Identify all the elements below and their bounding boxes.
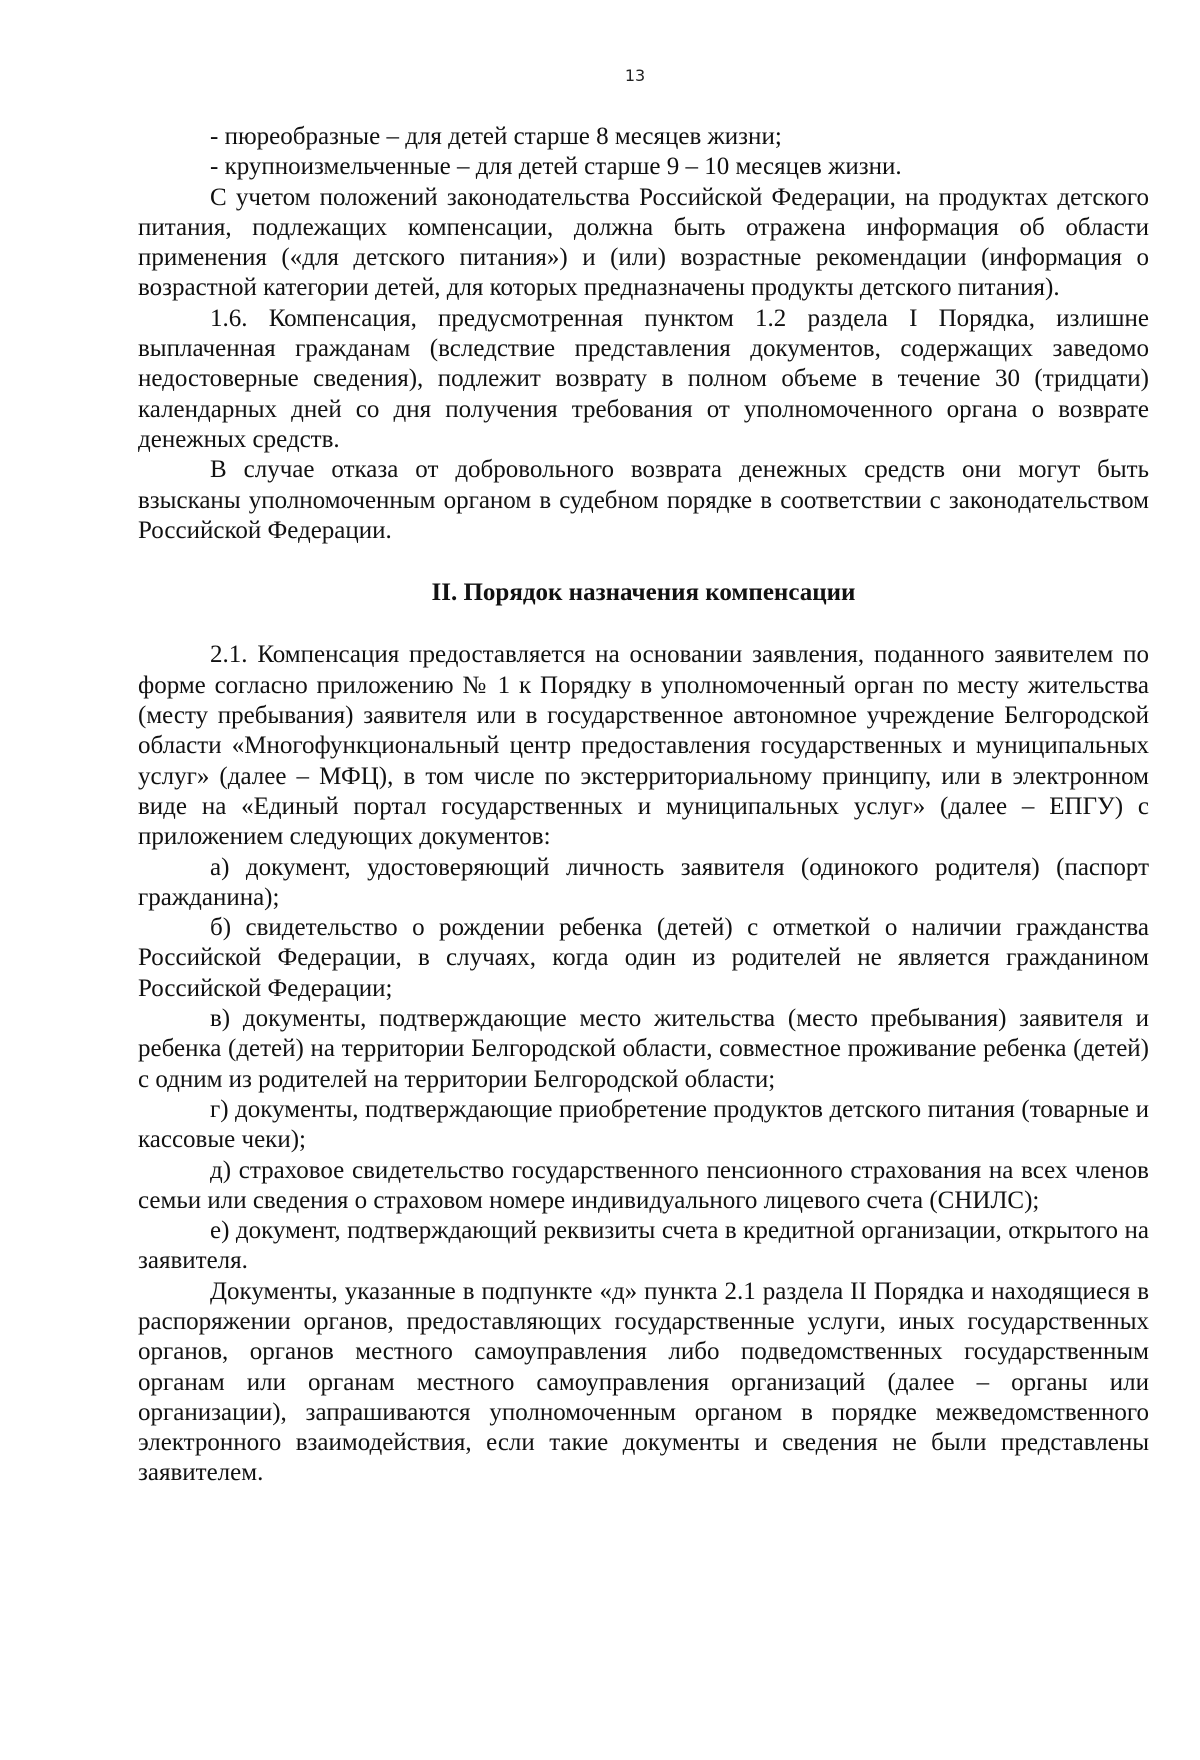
section-heading: II. Порядок назначения компенсации xyxy=(431,579,856,607)
list-item-e: е) документ, подтверждающий реквизиты счета в кредитной организации, открытого на заявителя. xyxy=(138,1217,1149,1275)
paragraph-labeling: С учетом положений законодательства Российской Федерации, на продуктах детского питания, подлежащих компенсации, должна быть отражена информация об области применения («для детского питания») и (или) возрастные рекомендации (информация о возрастной категории детей, для которых предназначены продукты детского питания). xyxy=(138,183,1149,302)
list-item-g: г) документы, подтверждающие приобретение продуктов детского питания (товарные и кассовые чеки); xyxy=(138,1095,1149,1154)
page-number: 13 xyxy=(624,66,646,85)
list-item-a: а) документ, удостоверяющий личность заявителя (одинокого родителя) (паспорт гражданина); xyxy=(138,853,1149,911)
list-item-d: д) страховое свидетельство государственного пенсионного страхования на всех членов семьи или сведения о страховом номере индивидуального лицевого счета (СНИЛС); xyxy=(138,1156,1149,1214)
list-item-b: б) свидетельство о рождении ребенка (детей) с отметкой о наличии гражданства Российской Федерации, в случаях, когда один из родителей не является гражданином Российской Федерации; xyxy=(138,914,1149,1002)
list-item-pureed: - пюреобразные – для детей старше 8 месяцев жизни; xyxy=(210,123,782,150)
document-body xyxy=(138,122,1149,1489)
paragraph-refusal: В случае отказа от добровольного возврата денежных средств они могут быть взысканы уполномоченным органом в судебном порядке в соответствии с законодательством Российской Федерации. xyxy=(138,456,1149,544)
paragraph-2-1: 2.1. Компенсация предоставляется на основании заявления, поданного заявителем по форме согласно приложению № 1 к Порядку в уполномоченный орган по месту жительства (месту пребывания) заявителя или в государственное автономное учреждение Белгородской области «Многофункциональный центр предоставления государственных и муниципальных услуг» (далее – МФЦ), в том числе по экстерриториальному принципу, или в электронном виде на «Единый портал государственных и муниципальных услуг» (далее – ЕПГУ) с приложением следующих документов: xyxy=(138,641,1149,851)
list-item-v: в) документы, подтверждающие место жительства (место пребывания) заявителя и ребенка (детей) на территории Белгородской области, совместное проживание ребенка (детей) с одним из родителей на территории Белгородской области; xyxy=(138,1005,1149,1093)
list-item-chopped: - крупноизмельченные – для детей старше 9 – 10 месяцев жизни. xyxy=(210,153,902,181)
paragraph-1-6: 1.6. Компенсация, предусмотренная пунктом 1.2 раздела I Порядка, излишне выплаченная гражданам (вследствие представления документов, содержащих заведомо недостоверные сведения), подлежит возврату в полном объеме в течение 30 (тридцати) календарных дней со дня получения требования от уполномоченного органа о возврате денежных средств. xyxy=(138,304,1149,453)
paragraph-interagency: Документы, указанные в подпункте «д» пункта 2.1 раздела II Порядка и находящиеся в распоряжении органов, предоставляющих государственные услуги, иных государственных органов, органов местного самоуправления либо подведомственных государственным органам или органам местного самоуправления организаций (далее – органы или организации), запрашиваются уполномоченным органом в порядке межведомственного электронного взаимодействия, если такие документы и сведения не были представлены заявителем. xyxy=(138,1277,1149,1487)
